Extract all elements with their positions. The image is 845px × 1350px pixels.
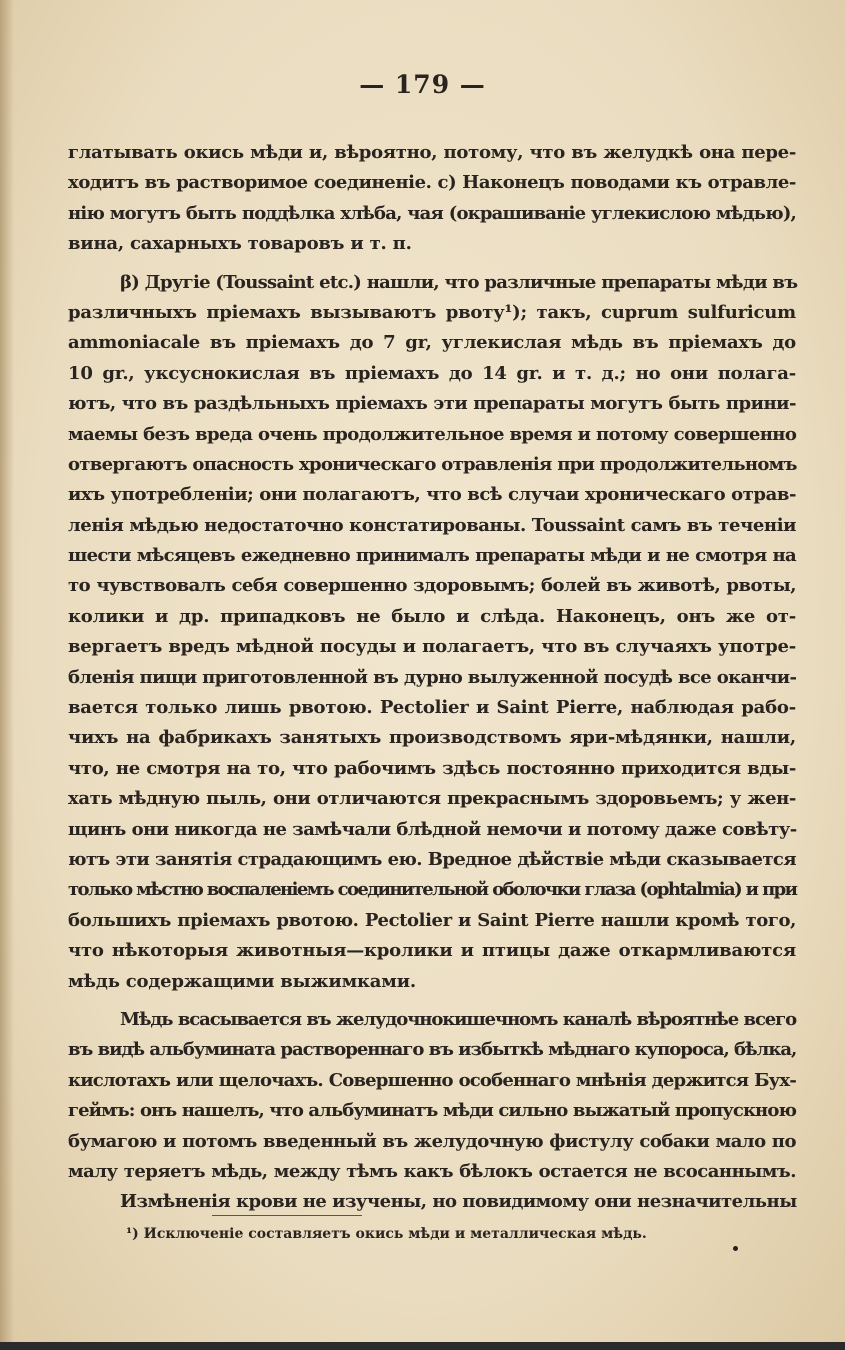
text-line: ихъ употребленіи; они полагаютъ, что всѣ случаи хроническаго отрав-: [68, 484, 797, 506]
text-line: въ видѣ альбумината раствореннаго въ избыткѣ мѣднаго купороса, бѣлка,: [68, 1039, 797, 1061]
text-line: вина, сахарныхъ товаровъ и т. п.: [68, 233, 412, 255]
text-line: то чувствовалъ себя совершенно здоровымъ; болей въ животѣ, рвоты,: [68, 575, 796, 597]
paragraph-3: [68, 1005, 796, 1218]
footnote-divider: [212, 1215, 362, 1216]
text-line: ленія мѣдью недостаточно констатированы. Toussaint самъ въ теченіи: [68, 514, 797, 536]
text-line: маемы безъ вреда очень продолжительное время и потому совершенно: [68, 423, 797, 445]
text-line: различныхъ пріемахъ вызываютъ рвоту¹); такъ, cuprum sulfuricum: [68, 301, 796, 323]
page-number: — 179 —: [359, 70, 486, 99]
text-line: что, не смотря на то, что рабочимъ здѣсь постоянно приходится вды-: [68, 757, 796, 779]
text-line: Измѣненія крови не изучены, но повидимому они незначительны: [120, 1191, 797, 1213]
text-line: малу теряетъ мѣдь, между тѣмъ какъ бѣлокъ остается не всосаннымъ.: [68, 1160, 796, 1182]
text-line: большихъ пріемахъ рвотою. Pectolier и Saint Pierre нашли кромѣ того,: [68, 909, 796, 931]
text-line: шести мѣсяцевъ ежедневно принималъ препараты мѣди и не смотря на: [68, 545, 796, 567]
text-line: нію могутъ быть поддѣлка хлѣба, чая (окрашиваніе углекислою мѣдью),: [68, 202, 796, 224]
text-line: 10 gr., уксуснокислая въ пріемахъ до 14 gr. и т. д.; но они полага-: [68, 362, 796, 384]
text-line: ходитъ въ растворимое соединеніе. с) Наконецъ поводами къ отравле-: [68, 172, 796, 194]
text-line: кислотахъ или щелочахъ. Совершенно особеннаго мнѣнія держится Бух-: [68, 1069, 796, 1091]
ink-spot: [733, 1246, 738, 1251]
text-line: ютъ, что въ раздѣльныхъ пріемахъ эти препараты могутъ быть прини-: [68, 393, 796, 415]
text-line: хать мѣдную пыль, они отличаются прекраснымъ здоровьемъ; у жен-: [68, 788, 796, 810]
paragraph-2: [68, 268, 796, 997]
body-text: [68, 138, 796, 1218]
text-line: вергаетъ вредъ мѣдной посуды и полагаетъ, что въ случаяхъ употре-: [68, 636, 796, 658]
paragraph-1: [68, 138, 796, 260]
text-line: что нѣкоторыя животныя—кролики и птицы даже откармливаются: [68, 940, 796, 962]
text-line: ютъ эти занятія страдающимъ ею. Вредное дѣйствіе мѣди сказывается: [68, 848, 796, 870]
text-line: мѣдь содержащими выжимками.: [68, 970, 416, 992]
text-line: бумагою и потомъ введенный въ желудочную фистулу собаки мало по: [68, 1130, 796, 1152]
text-line: Мѣдь всасывается въ желудочнокишечномъ каналѣ вѣроятнѣе всего: [120, 1008, 796, 1030]
text-line: β) Другіе (Toussaint etc.) нашли, что различные препараты мѣди въ: [120, 271, 798, 293]
text-line: вается только лишь рвотою. Pectolier и Saint Pierre, наблюдая рабо-: [68, 697, 796, 719]
text-line: щинъ они никогда не замѣчали блѣдной немочи и потому даже совѣту-: [68, 818, 797, 840]
text-line: ammoniacale въ пріемахъ до 7 gr, углекислая мѣдь въ пріемахъ до: [68, 332, 796, 354]
text-line: только мѣстно воспаленіемъ соединительной оболочки глаза (ophtalmia) и при: [68, 879, 797, 901]
page-left-shadow: [0, 0, 14, 1350]
text-line: бленія пищи приготовленной въ дурно вылуженной посудѣ все оканчи-: [68, 666, 797, 688]
footnote: ¹) Исключеніе составляетъ окись мѣди и металлическая мѣдь.: [126, 1226, 647, 1242]
text-line: геймъ: онъ нашелъ, что альбуминатъ мѣди сильно выжатый пропускною: [68, 1100, 796, 1122]
text-line: колики и др. припадковъ не было и слѣда. Наконецъ, онъ же от-: [68, 605, 796, 627]
text-line: чихъ на фабрикахъ занятыхъ производствомъ яри-мѣдянки, нашли,: [68, 727, 796, 749]
text-line: глатывать окись мѣди и, вѣроятно, потому, что въ желудкѣ она пере-: [68, 142, 796, 163]
text-line: отвергаютъ опасность хроническаго отравленія при продолжительномъ: [68, 453, 797, 475]
scan-bottom-border: [0, 1342, 845, 1350]
